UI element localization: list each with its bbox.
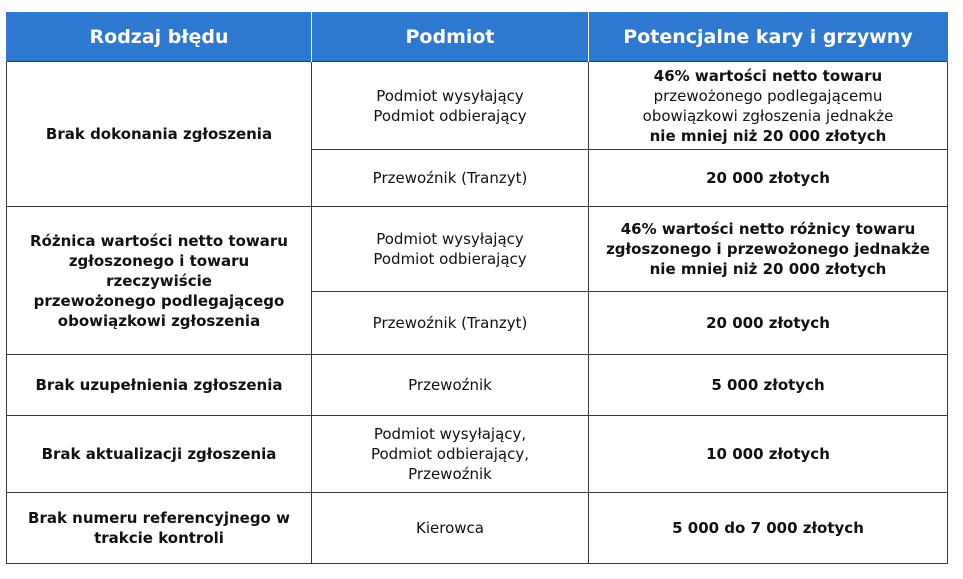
penalty-line: nie mniej niż 20 000 złotych	[649, 126, 887, 145]
entity-cell	[312, 416, 589, 493]
penalty-line: 5 000 złotych	[711, 376, 825, 394]
penalty-line: zgłoszonego i przewożonego jednakże	[606, 240, 930, 258]
penalties-table	[6, 12, 948, 564]
error-type-line: Różnica wartości netto towaru	[30, 231, 288, 250]
penalty-cell	[589, 292, 948, 355]
error-type-cell	[7, 207, 312, 355]
table-row	[7, 62, 948, 150]
penalty-cell	[589, 150, 948, 207]
entity-line: Kierowca	[416, 519, 484, 537]
penalty-line: 10 000 złotych	[706, 445, 830, 463]
error-type-line: przewożonego podlegającego	[33, 291, 285, 310]
error-type-line: Brak numeru referencyjnego w	[28, 509, 290, 527]
entity-line: Podmiot wysyłający,	[373, 425, 527, 443]
entity-cell	[312, 493, 589, 564]
entity-line: Podmiot wysyłający	[376, 230, 524, 248]
error-type-cell	[7, 355, 312, 416]
header-row	[7, 12, 948, 62]
error-type-line: Brak aktualizacji zgłoszenia	[41, 445, 277, 463]
entity-cell	[312, 150, 589, 207]
entity-cell	[312, 207, 589, 292]
entity-line: Przewoźnik	[408, 465, 492, 483]
error-type-line: zgłoszonego i towaru rzeczywiście	[68, 251, 250, 290]
error-type-line: trakcie kontroli	[94, 529, 224, 547]
entity-line: Przewoźnik (Tranzyt)	[372, 314, 528, 332]
penalty-line: 20 000 złotych	[706, 314, 830, 332]
penalty-line: nie mniej niż 20 000 złotych	[649, 260, 887, 278]
error-type-cell	[7, 416, 312, 493]
error-type-line: Brak dokonania zgłoszenia	[45, 125, 273, 143]
header-entity: Podmiot	[312, 12, 589, 62]
penalty-cell	[589, 355, 948, 416]
penalty-line: 46% wartości netto towaru	[653, 66, 883, 85]
entity-line: Podmiot wysyłający	[376, 86, 524, 105]
table-row	[7, 207, 948, 292]
error-type-cell	[7, 62, 312, 207]
entity-cell	[312, 292, 589, 355]
penalty-line: obowiązkowi zgłoszenia jednakże	[642, 106, 894, 125]
penalty-cell	[589, 493, 948, 564]
penalty-line: 5 000 do 7 000 złotych	[672, 519, 864, 537]
table-row	[7, 355, 948, 416]
entity-line: Podmiot odbierający	[373, 250, 527, 268]
error-type-line: Brak uzupełnienia zgłoszenia	[35, 376, 283, 394]
entity-line: Podmiot odbierający	[373, 106, 527, 125]
penalty-cell	[589, 416, 948, 493]
penalty-cell	[589, 207, 948, 292]
error-type-line: obowiązkowi zgłoszenia	[57, 311, 261, 330]
entity-line: Przewoźnik (Tranzyt)	[372, 169, 528, 187]
header-type: Rodzaj błędu	[7, 12, 312, 62]
table-row	[7, 416, 948, 493]
entity-line: Podmiot odbierający,	[370, 445, 530, 463]
entity-cell	[312, 355, 589, 416]
entity-line: Przewoźnik	[408, 376, 492, 394]
penalty-cell	[589, 62, 948, 150]
header-penalty: Potencjalne kary i grzywny	[589, 12, 948, 62]
penalty-line: 20 000 złotych	[706, 169, 830, 187]
penalty-line: przewożonego podlegającemu	[653, 86, 883, 105]
penalty-line: 46% wartości netto różnicy towaru	[620, 220, 916, 238]
table-row	[7, 493, 948, 564]
error-type-cell	[7, 493, 312, 564]
entity-cell	[312, 62, 589, 150]
